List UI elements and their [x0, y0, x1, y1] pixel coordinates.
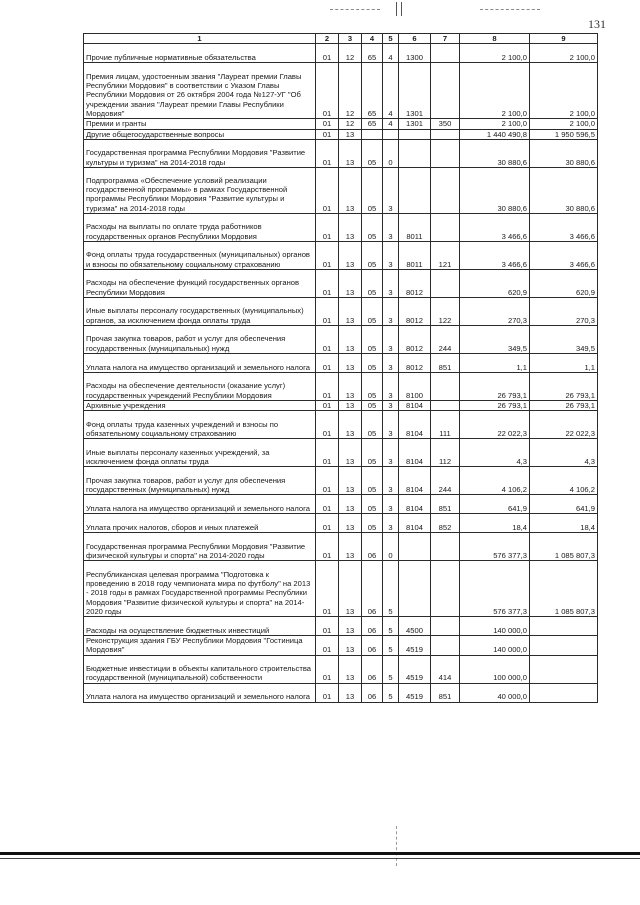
row-value-cell: 13 — [339, 372, 362, 400]
row-name-cell: Премии и гранты — [84, 119, 316, 129]
row-value-cell: 8011 — [399, 213, 431, 241]
row-value-cell — [431, 213, 460, 241]
row-value-cell: 8012 — [399, 353, 431, 372]
row-value-cell: 18,4 — [460, 514, 530, 533]
row-value-cell: 13 — [339, 561, 362, 617]
row-value-cell: 05 — [362, 167, 383, 213]
row-name-cell: Фонд оплаты труда государственных (муниципальных) органов и взносы по обязательному социальному страхованию — [84, 241, 316, 269]
row-value-cell: 8011 — [399, 241, 431, 269]
row-value-cell: 3 — [383, 514, 399, 533]
row-name-cell: Реконструкция здания ГБУ Республики Мордовия "Гостиница Мордовия" — [84, 636, 316, 656]
table-row — [84, 129, 598, 139]
row-value-cell: 100 000,0 — [460, 655, 530, 683]
row-value-cell: 3 — [383, 372, 399, 400]
fold-mark — [396, 826, 397, 866]
row-value-cell: 851 — [431, 353, 460, 372]
row-value-cell: 4 106,2 — [530, 467, 598, 495]
row-name-cell: Прочая закупка товаров, работ и услуг для обеспечения государственных (муниципальных) нужд — [84, 467, 316, 495]
row-value-cell: 3 466,6 — [460, 241, 530, 269]
row-value-cell: 01 — [316, 400, 339, 410]
row-value-cell: 65 — [362, 44, 383, 63]
row-value-cell: 3 466,6 — [460, 213, 530, 241]
row-value-cell: 3 — [383, 269, 399, 297]
row-value-cell: 13 — [339, 655, 362, 683]
row-value-cell: 8104 — [399, 400, 431, 410]
row-value-cell: 26 793,1 — [460, 372, 530, 400]
row-value-cell: 05 — [362, 439, 383, 467]
row-value-cell: 620,9 — [530, 269, 598, 297]
row-value-cell: 244 — [431, 467, 460, 495]
row-value-cell — [530, 683, 598, 702]
binding-mark — [396, 2, 402, 16]
row-value-cell: 05 — [362, 325, 383, 353]
row-value-cell: 2 100,0 — [530, 119, 598, 129]
row-value-cell: 852 — [431, 514, 460, 533]
table-row — [84, 400, 598, 410]
table-row — [84, 63, 598, 119]
row-value-cell: 620,9 — [460, 269, 530, 297]
table-row — [84, 269, 598, 297]
row-value-cell: 05 — [362, 514, 383, 533]
table-row — [84, 241, 598, 269]
row-value-cell: 4 — [383, 44, 399, 63]
row-value-cell: 05 — [362, 411, 383, 439]
row-value-cell: 851 — [431, 495, 460, 514]
row-value-cell: 13 — [339, 213, 362, 241]
table-row — [84, 167, 598, 213]
table-row — [84, 467, 598, 495]
col-header: 8 — [460, 34, 530, 44]
row-value-cell: 5 — [383, 617, 399, 636]
row-value-cell — [399, 561, 431, 617]
row-value-cell: 414 — [431, 655, 460, 683]
table-row — [84, 655, 598, 683]
table-row — [84, 561, 598, 617]
row-value-cell — [431, 167, 460, 213]
row-value-cell: 13 — [339, 269, 362, 297]
row-value-cell: 641,9 — [460, 495, 530, 514]
row-value-cell: 3 — [383, 439, 399, 467]
row-value-cell: 06 — [362, 533, 383, 561]
row-value-cell: 13 — [339, 636, 362, 656]
row-name-cell: Прочая закупка товаров, работ и услуг для обеспечения государственных (муниципальных) нужд — [84, 325, 316, 353]
row-value-cell: 8104 — [399, 467, 431, 495]
row-value-cell: 13 — [339, 325, 362, 353]
row-value-cell: 01 — [316, 213, 339, 241]
row-value-cell — [530, 636, 598, 656]
row-value-cell — [399, 533, 431, 561]
row-name-cell: Уплата прочих налогов, сборов и иных платежей — [84, 514, 316, 533]
row-value-cell — [431, 139, 460, 167]
table-row — [84, 683, 598, 702]
row-value-cell: 349,5 — [530, 325, 598, 353]
row-value-cell: 30 880,6 — [460, 139, 530, 167]
row-value-cell: 4 — [383, 119, 399, 129]
row-value-cell: 01 — [316, 636, 339, 656]
table-row — [84, 411, 598, 439]
row-value-cell: 05 — [362, 400, 383, 410]
row-value-cell: 8104 — [399, 411, 431, 439]
row-value-cell: 641,9 — [530, 495, 598, 514]
table-row — [84, 353, 598, 372]
row-value-cell: 3 — [383, 241, 399, 269]
row-value-cell: 3 — [383, 167, 399, 213]
bottom-rule — [0, 852, 640, 855]
row-value-cell: 3 — [383, 297, 399, 325]
table-row — [84, 119, 598, 129]
row-value-cell: 13 — [339, 241, 362, 269]
row-value-cell: 30 880,6 — [530, 167, 598, 213]
row-value-cell: 0 — [383, 533, 399, 561]
row-value-cell: 30 880,6 — [530, 139, 598, 167]
table-row — [84, 297, 598, 325]
row-name-cell: Расходы на обеспечение функций государственных органов Республики Мордовия — [84, 269, 316, 297]
col-header: 2 — [316, 34, 339, 44]
row-value-cell — [431, 129, 460, 139]
row-value-cell: 8104 — [399, 439, 431, 467]
row-value-cell: 13 — [339, 617, 362, 636]
row-value-cell: 26 793,1 — [530, 400, 598, 410]
scan-artifact-line — [480, 9, 540, 10]
row-name-cell: Бюджетные инвестиции в объекты капитального строительства государственной (муниципальной) собственности — [84, 655, 316, 683]
row-value-cell: 8012 — [399, 297, 431, 325]
row-value-cell: 1301 — [399, 119, 431, 129]
row-value-cell: 1,1 — [530, 353, 598, 372]
row-value-cell: 06 — [362, 683, 383, 702]
row-name-cell: Другие общегосударственные вопросы — [84, 129, 316, 139]
row-value-cell: 06 — [362, 561, 383, 617]
scan-artifact-line — [330, 9, 380, 10]
row-name-cell: Премия лицам, удостоенным звания "Лауреат премии Главы Республики Мордовия" в соответствии с Указом Главы Республики Мордовия от 26 октября 2004 года №127-УГ "Об учреждении звания "Лауреат премии Главы Республики Мордовия" — [84, 63, 316, 119]
row-value-cell: 05 — [362, 297, 383, 325]
row-name-cell: Расходы на осуществление бюджетных инвестиций — [84, 617, 316, 636]
col-header: 1 — [84, 34, 316, 44]
row-value-cell: 13 — [339, 683, 362, 702]
row-name-cell: Расходы на выплаты по оплате труда работников государственных органов Республики Мордовия — [84, 213, 316, 241]
row-value-cell: 3 — [383, 213, 399, 241]
row-value-cell: 2 100,0 — [530, 44, 598, 63]
row-value-cell: 1,1 — [460, 353, 530, 372]
row-value-cell: 3 466,6 — [530, 213, 598, 241]
row-value-cell: 01 — [316, 617, 339, 636]
row-value-cell: 01 — [316, 119, 339, 129]
row-value-cell — [431, 636, 460, 656]
table-row — [84, 636, 598, 656]
row-value-cell — [530, 617, 598, 636]
row-value-cell: 05 — [362, 372, 383, 400]
row-value-cell: 01 — [316, 372, 339, 400]
row-value-cell — [431, 44, 460, 63]
row-value-cell: 13 — [339, 297, 362, 325]
page-number: 131 — [588, 17, 606, 31]
row-value-cell: 01 — [316, 439, 339, 467]
row-name-cell: Расходы на обеспечение деятельности (оказание услуг) государственных учреждений Республики Мордовия — [84, 372, 316, 400]
row-value-cell: 01 — [316, 63, 339, 119]
row-value-cell: 13 — [339, 353, 362, 372]
row-value-cell: 3 466,6 — [530, 241, 598, 269]
table-row — [84, 439, 598, 467]
row-value-cell: 3 — [383, 325, 399, 353]
row-value-cell: 01 — [316, 533, 339, 561]
row-value-cell: 12 — [339, 44, 362, 63]
row-value-cell: 05 — [362, 213, 383, 241]
row-value-cell: 4,3 — [460, 439, 530, 467]
row-value-cell: 4519 — [399, 683, 431, 702]
row-value-cell: 3 — [383, 411, 399, 439]
row-value-cell: 26 793,1 — [460, 400, 530, 410]
row-value-cell: 8100 — [399, 372, 431, 400]
row-value-cell: 121 — [431, 241, 460, 269]
row-value-cell: 111 — [431, 411, 460, 439]
header-row — [84, 34, 598, 44]
row-value-cell: 13 — [339, 167, 362, 213]
table-row — [84, 213, 598, 241]
row-value-cell: 13 — [339, 495, 362, 514]
row-value-cell: 4519 — [399, 636, 431, 656]
row-value-cell: 5 — [383, 683, 399, 702]
table-row — [84, 44, 598, 63]
row-value-cell: 4 — [383, 63, 399, 119]
row-value-cell — [431, 63, 460, 119]
row-value-cell: 13 — [339, 139, 362, 167]
row-value-cell: 0 — [383, 139, 399, 167]
row-value-cell: 13 — [339, 439, 362, 467]
row-value-cell: 8012 — [399, 269, 431, 297]
row-value-cell: 13 — [339, 533, 362, 561]
row-value-cell: 01 — [316, 683, 339, 702]
row-name-cell: Государственная программа Республики Мордовия "Развитие физической культуры и спорта" на 2014-2020 годы — [84, 533, 316, 561]
row-value-cell: 4 106,2 — [460, 467, 530, 495]
row-value-cell: 05 — [362, 269, 383, 297]
row-value-cell: 65 — [362, 119, 383, 129]
row-value-cell: 140 000,0 — [460, 636, 530, 656]
row-name-cell: Уплата налога на имущество организаций и земельного налога — [84, 353, 316, 372]
row-value-cell — [383, 129, 399, 139]
row-value-cell — [431, 269, 460, 297]
row-value-cell: 4519 — [399, 655, 431, 683]
row-value-cell — [431, 617, 460, 636]
row-value-cell: 13 — [339, 411, 362, 439]
row-value-cell: 05 — [362, 495, 383, 514]
row-value-cell: 1301 — [399, 63, 431, 119]
row-value-cell: 01 — [316, 129, 339, 139]
row-value-cell: 1 085 807,3 — [530, 533, 598, 561]
row-value-cell: 01 — [316, 353, 339, 372]
row-value-cell: 270,3 — [460, 297, 530, 325]
row-value-cell: 13 — [339, 467, 362, 495]
row-value-cell: 18,4 — [530, 514, 598, 533]
row-value-cell: 40 000,0 — [460, 683, 530, 702]
row-value-cell — [399, 129, 431, 139]
budget-table — [83, 33, 598, 703]
row-value-cell: 5 — [383, 561, 399, 617]
row-value-cell: 13 — [339, 400, 362, 410]
row-name-cell: Прочие публичные нормативные обязательства — [84, 44, 316, 63]
row-value-cell: 576 377,3 — [460, 561, 530, 617]
row-value-cell: 01 — [316, 241, 339, 269]
row-value-cell: 122 — [431, 297, 460, 325]
table-row — [84, 372, 598, 400]
row-value-cell: 13 — [339, 514, 362, 533]
row-value-cell: 65 — [362, 63, 383, 119]
row-value-cell: 01 — [316, 411, 339, 439]
row-value-cell — [530, 655, 598, 683]
row-value-cell: 3 — [383, 353, 399, 372]
row-value-cell: 4500 — [399, 617, 431, 636]
row-value-cell: 576 377,3 — [460, 533, 530, 561]
row-value-cell: 13 — [339, 129, 362, 139]
row-value-cell — [399, 167, 431, 213]
row-name-cell: Государственная программа Республики Мордовия "Развитие культуры и туризма" на 2014-2018 годы — [84, 139, 316, 167]
row-value-cell: 8104 — [399, 495, 431, 514]
table-row — [84, 495, 598, 514]
row-value-cell: 12 — [339, 63, 362, 119]
row-name-cell: Республиканская целевая программа "Подготовка к проведению в 2018 году чемпионата мира по футболу" на 2013 - 2018 годы в рамках Государственной программы Республики Мордовия "Развитие физической культуры и спорта" на 2014-2020 годы — [84, 561, 316, 617]
row-value-cell: 01 — [316, 561, 339, 617]
row-value-cell: 3 — [383, 495, 399, 514]
row-value-cell — [431, 561, 460, 617]
row-name-cell: Уплата налога на имущество организаций и земельного налога — [84, 683, 316, 702]
row-value-cell: 01 — [316, 495, 339, 514]
table-row — [84, 617, 598, 636]
row-value-cell: 2 100,0 — [530, 63, 598, 119]
row-value-cell — [362, 129, 383, 139]
row-value-cell: 01 — [316, 297, 339, 325]
row-value-cell: 05 — [362, 139, 383, 167]
row-value-cell: 12 — [339, 119, 362, 129]
row-value-cell: 851 — [431, 683, 460, 702]
row-value-cell: 1 440 490,8 — [460, 129, 530, 139]
row-value-cell: 244 — [431, 325, 460, 353]
row-value-cell: 5 — [383, 636, 399, 656]
row-value-cell: 01 — [316, 325, 339, 353]
row-value-cell: 2 100,0 — [460, 63, 530, 119]
row-value-cell: 4,3 — [530, 439, 598, 467]
row-value-cell: 1 085 807,3 — [530, 561, 598, 617]
row-value-cell: 01 — [316, 269, 339, 297]
col-header: 4 — [362, 34, 383, 44]
row-value-cell: 22 022,3 — [530, 411, 598, 439]
row-value-cell: 3 — [383, 467, 399, 495]
col-header: 3 — [339, 34, 362, 44]
row-value-cell: 06 — [362, 617, 383, 636]
row-value-cell: 01 — [316, 467, 339, 495]
row-name-cell: Подпрограмма «Обеспечение условий реализации государственной программы» в рамках Государственной программы Республики Мордовия "Развитие культуры и туризма" на 2014-2018 годы — [84, 167, 316, 213]
row-name-cell: Фонд оплаты труда казенных учреждений и взносы по обязательному социальному страхованию — [84, 411, 316, 439]
bottom-rule — [0, 858, 640, 859]
row-value-cell: 3 — [383, 400, 399, 410]
row-value-cell: 5 — [383, 655, 399, 683]
col-header: 5 — [383, 34, 399, 44]
row-value-cell: 01 — [316, 514, 339, 533]
row-value-cell: 01 — [316, 167, 339, 213]
row-value-cell — [399, 139, 431, 167]
row-value-cell: 06 — [362, 636, 383, 656]
row-name-cell: Иные выплаты персоналу казенных учреждений, за исключением фонда оплаты труда — [84, 439, 316, 467]
row-value-cell: 06 — [362, 655, 383, 683]
row-value-cell: 1 950 596,5 — [530, 129, 598, 139]
row-value-cell: 8012 — [399, 325, 431, 353]
row-value-cell: 1300 — [399, 44, 431, 63]
col-header: 9 — [530, 34, 598, 44]
table-row — [84, 533, 598, 561]
row-name-cell: Архивные учреждения — [84, 400, 316, 410]
row-name-cell: Иные выплаты персоналу государственных (муниципальных) органов, за исключением фонда оплаты труда — [84, 297, 316, 325]
row-value-cell: 2 100,0 — [460, 44, 530, 63]
row-value-cell: 22 022,3 — [460, 411, 530, 439]
row-value-cell: 05 — [362, 353, 383, 372]
col-header: 7 — [431, 34, 460, 44]
row-value-cell — [431, 533, 460, 561]
row-value-cell: 140 000,0 — [460, 617, 530, 636]
row-value-cell — [431, 372, 460, 400]
row-value-cell: 112 — [431, 439, 460, 467]
row-value-cell — [431, 400, 460, 410]
col-header: 6 — [399, 34, 431, 44]
table-row — [84, 514, 598, 533]
row-value-cell: 05 — [362, 241, 383, 269]
row-value-cell: 349,5 — [460, 325, 530, 353]
row-value-cell: 350 — [431, 119, 460, 129]
row-value-cell: 2 100,0 — [460, 119, 530, 129]
row-value-cell: 8104 — [399, 514, 431, 533]
table-row — [84, 139, 598, 167]
row-value-cell: 26 793,1 — [530, 372, 598, 400]
row-name-cell: Уплата налога на имущество организаций и земельного налога — [84, 495, 316, 514]
row-value-cell: 01 — [316, 139, 339, 167]
table-row — [84, 325, 598, 353]
row-value-cell: 270,3 — [530, 297, 598, 325]
row-value-cell: 30 880,6 — [460, 167, 530, 213]
row-value-cell: 01 — [316, 655, 339, 683]
row-value-cell: 05 — [362, 467, 383, 495]
row-value-cell: 01 — [316, 44, 339, 63]
